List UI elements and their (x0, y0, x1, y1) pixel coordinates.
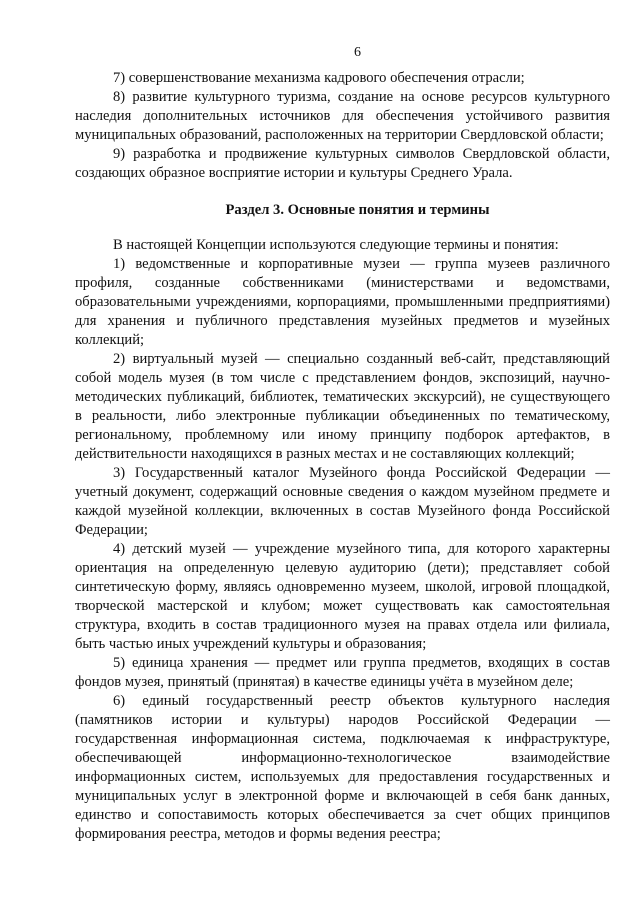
term-1: 1) ведомственные и корпоративные музеи — группа музеев различного профиля, созданные собственниками (министерствами и ведомствами, образовательными учреждениями, корпорациями, промышленными предприятиями) для хранения и публичного представления музейных предметов и музейных коллекций; (75, 256, 610, 348)
section-title: Раздел 3. Основные понятия и термины (225, 202, 490, 218)
page-number: 6 (354, 45, 361, 60)
list-item-9: 9) разработка и продвижение культурных символов Свердловской области, создающих образное восприятие истории и культуры Среднего Урала. (75, 146, 610, 181)
list-item-8: 8) развитие культурного туризма, создание на основе ресурсов культурного наследия дополнительных источников для обеспечения устойчивого развития муниципальных образований, расположенных на территории Свердловской области; (75, 89, 610, 143)
section-intro: В настоящей Концепции используются следующие термины и понятия: (113, 237, 559, 253)
term-2: 2) виртуальный музей — специально созданный веб-сайт, представляющий собой модель музея (в том числе с представлением фондов, экспозиций, научно-методических публикаций, библиотек, тематических экскурсий), не существующего в реальности, либо электронные публикации объединенных по тематическому, региональному, проблемному или иному принципу подборок артефактов, в действительности находящихся в разных местах и не составляющих коллекций; (75, 351, 610, 462)
term-5: 5) единица хранения — предмет или группа предметов, входящих в состав фондов музея, принятый (принятая) в качестве единицы учёта в музейном деле; (75, 655, 610, 690)
term-3: 3) Государственный каталог Музейного фонда Российской Федерации — учетный документ, содержащий основные сведения о каждом музейном предмете и каждой музейной коллекции, включенных в состав Музейного фонда Российской Федерации; (75, 465, 610, 538)
term-4: 4) детский музей — учреждение музейного типа, для которого характерны ориентация на определенную целевую аудиторию (дети); представляет собой синтетическую форму, являясь одновременно музеем, школой, игровой площадкой, творческой мастерской и клубом; может существовать как самостоятельная структура, входить в состав традиционного музея на правах отдела или филиала, быть частью иных учреждений культуры и образования; (75, 541, 610, 652)
term-6: 6) единый государственный реестр объектов культурного наследия (памятников истории и культуры) народов Российской Федерации — государственная информационная система, подключаемая к инфраструктуре, обеспечивающей информационно-технологическое взаимодействие информационных систем, используемых для предоставления государственных и муниципальных услуг в электронной форме и включающей в себя банк данных, единство и сопоставимость которых обеспечивается за счет общих принципов формирования реестра, методов и формы ведения реестра; (75, 693, 610, 842)
list-item-7: 7) совершенствование механизма кадрового обеспечения отрасли; (113, 70, 525, 86)
